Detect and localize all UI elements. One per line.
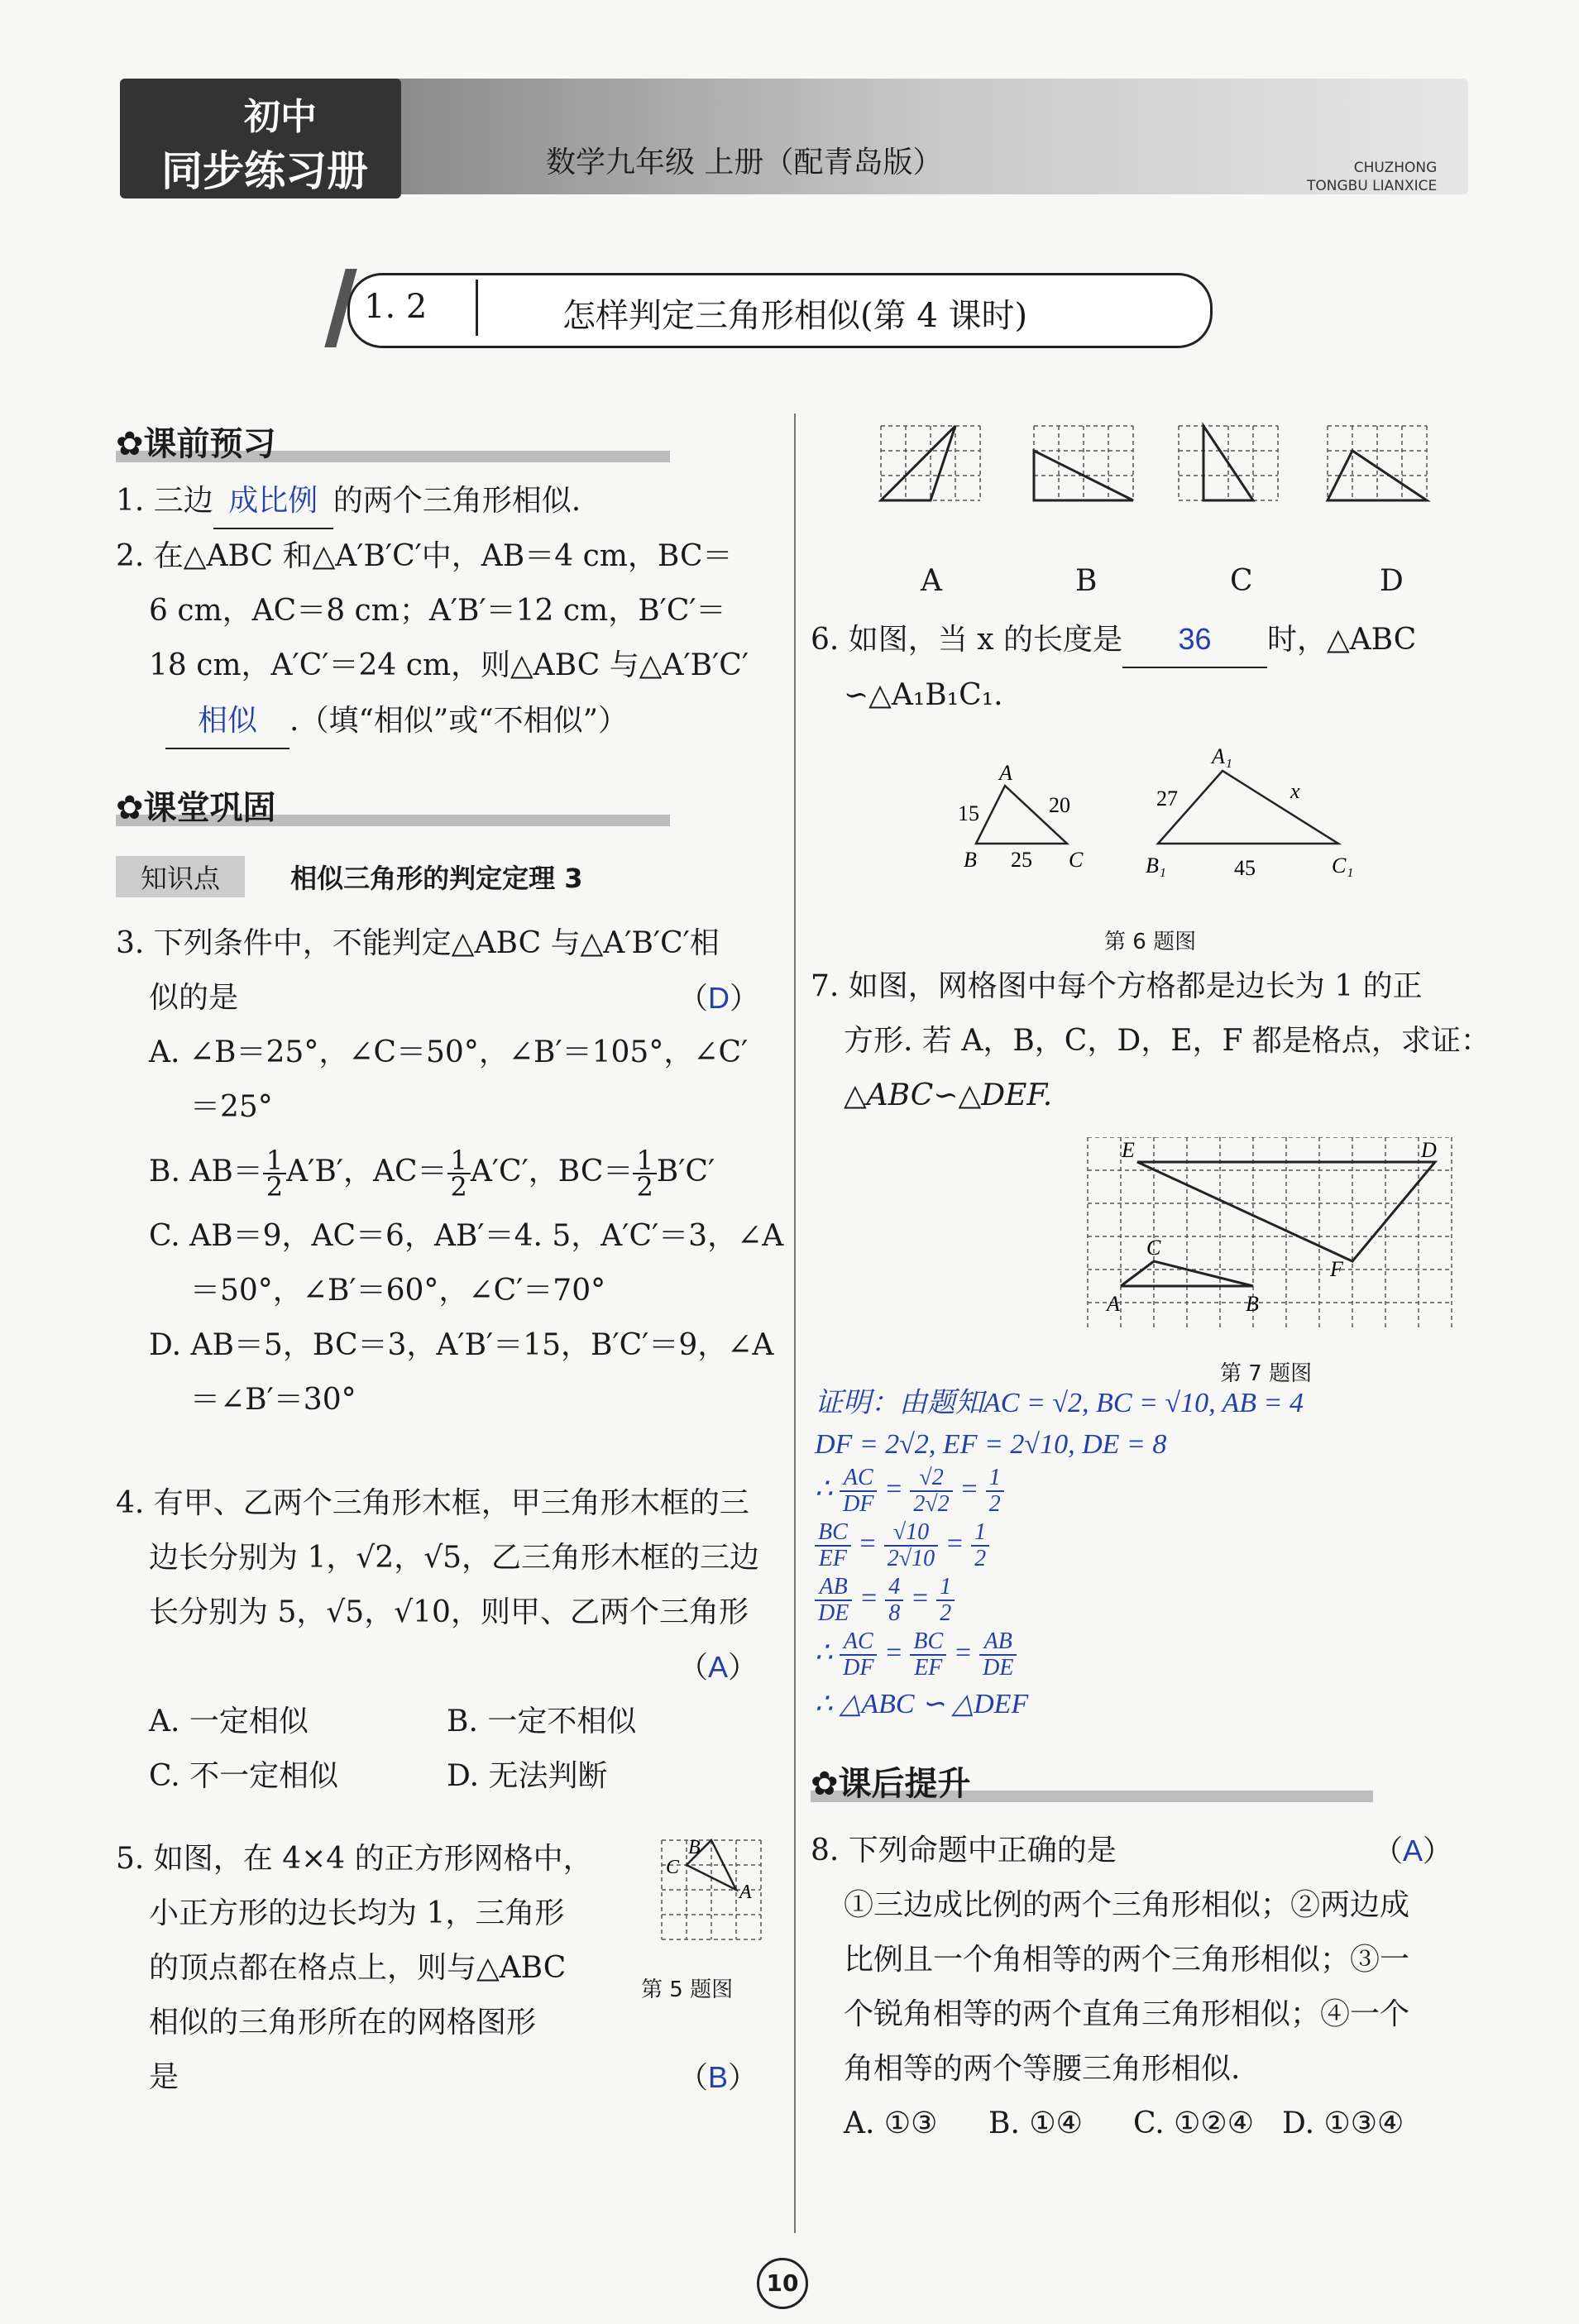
q5-line5: 是 [149, 2060, 179, 2094]
q7-label-D: D [1421, 1138, 1437, 1162]
q6-label-B: B [964, 848, 977, 872]
equals: = [953, 1637, 973, 1668]
q4-optB: B. 一定不相似 [447, 1705, 637, 1738]
equals: = [859, 1582, 878, 1614]
frac-num: BC [815, 1520, 851, 1547]
q5-option-C: C [1230, 564, 1253, 598]
kp-title: 相似三角形的判定定理 3 [290, 863, 583, 894]
frac-den: DF [843, 1491, 874, 1517]
frac-den: 2√10 [887, 1546, 935, 1571]
q2-line4: .（填“相似”或“不相似”） [289, 704, 629, 738]
frac-num: AB [979, 1629, 1017, 1656]
q5-caption: 第 5 题图 [641, 1977, 734, 2002]
header-pinyin [1307, 159, 1437, 195]
q1-answer: 成比例 [213, 473, 333, 529]
frac [910, 1466, 952, 1517]
equals: = [910, 1582, 930, 1614]
equals: = [858, 1528, 878, 1559]
q5-paren [678, 2050, 758, 2106]
proof-ratio-1 [815, 1466, 1304, 1520]
q3-answer: D [708, 981, 730, 1015]
proof-line1: 证明：由题知AC = √2, BC = √10, AB = 4 [815, 1388, 1304, 1418]
question-2 [116, 529, 749, 749]
frac-den: 2 [266, 1171, 284, 1203]
q7-line2: 方形. 若 A，B，C，D，E，F 都是格点，求证： [844, 1024, 1490, 1058]
frac [986, 1466, 1004, 1517]
proof-ratio-all [815, 1629, 1304, 1684]
frac [910, 1629, 946, 1681]
frac-num: AB [815, 1575, 852, 1601]
therefore: ∴ [815, 1637, 833, 1668]
frac-num: 1 [263, 1148, 286, 1174]
q5-label-A: A [739, 1882, 752, 1903]
q7-line1: 7. 如图，网格图中每个方格都是边长为 1 的正 [811, 969, 1423, 1003]
q3-optB-mid1: A′B′，AC＝ [286, 1155, 447, 1188]
question-7 [811, 959, 1490, 1123]
q3-optB-mid2: A′C′，BC＝ [470, 1155, 634, 1188]
frac-num: BC [910, 1629, 946, 1656]
q4-optA: A. 一定相似 [149, 1705, 309, 1738]
equals: = [945, 1528, 964, 1559]
q6-large-triangle [1158, 771, 1338, 844]
logo-line1: 初中 [244, 96, 317, 138]
frac-num: √2 [910, 1466, 952, 1492]
q6-before: 6. 如图，当 x 的长度是 [811, 623, 1122, 657]
q3-optB-pre: B. AB＝ [149, 1155, 263, 1188]
frac-den: EF [818, 1546, 847, 1571]
q5-option-B: B [1075, 564, 1098, 598]
q4-line2: 边长分别为 1，√2，√5，乙三角形木框的三边 [149, 1541, 760, 1575]
paren-open: （ [678, 2061, 709, 2095]
q8-optD: D. ①③④ [1282, 2106, 1404, 2140]
q7-caption: 第 7 题图 [1220, 1361, 1313, 1386]
pinyin-line1: CHUZHONG [1353, 160, 1438, 176]
paren-close: ） [1423, 1834, 1453, 1868]
q6-line2: ∽△A₁B₁C₁. [844, 678, 1003, 712]
proof-ratio-3 [815, 1575, 1304, 1629]
frac [840, 1466, 877, 1517]
option-A-triangle [881, 426, 955, 500]
paw-icon: ✿ [116, 425, 144, 463]
frac-den: 2 [940, 1600, 952, 1626]
frac-den: DE [818, 1600, 849, 1626]
equals: = [959, 1473, 979, 1504]
q6-side-15: 15 [958, 801, 979, 825]
q6-label-A1: A₁ [1212, 744, 1232, 768]
q6-side-27: 27 [1156, 787, 1178, 811]
q3-line2: 似的是 [149, 981, 239, 1015]
frac [979, 1629, 1017, 1681]
q3-optB [116, 1135, 778, 1209]
frac-den: 8 [888, 1600, 901, 1626]
section-after-label: 课后提升 [838, 1765, 971, 1803]
q6-side-x: x [1290, 779, 1300, 803]
q8-optB: B. ①④ [988, 2106, 1083, 2140]
section-pre-title [116, 418, 276, 465]
paw-icon: ✿ [116, 789, 144, 827]
q2-line2: 6 cm，AC＝8 cm；A′B′＝12 cm，B′C′＝ [149, 594, 726, 628]
frac-num: AC [840, 1466, 877, 1492]
q5-option-A: A [921, 564, 942, 598]
question-4 [116, 1476, 778, 1804]
q5-label-B: B [688, 1837, 701, 1858]
therefore: ∴ [815, 1473, 833, 1504]
q8-line5: 角相等的两个等腰三角形相似. [844, 2052, 1241, 2086]
q7-label-C: C [1146, 1236, 1161, 1260]
q6-label-C: C [1069, 848, 1084, 872]
q3-optB-end: B′C′ [656, 1155, 715, 1188]
q3-line1: 3. 下列条件中，不能判定△ABC 与△A′B′C′相 [116, 926, 720, 960]
q8-paren [1373, 1824, 1452, 1879]
fraction-half [263, 1145, 286, 1203]
frac-num: √10 [884, 1520, 938, 1547]
q5-option-D: D [1380, 564, 1404, 598]
equals: = [883, 1637, 903, 1668]
proof-ratio-2 [815, 1520, 1304, 1575]
question-6 [811, 612, 1472, 723]
q5-figure [637, 1832, 782, 1968]
q2-answer: 相似 [165, 693, 289, 749]
fraction-half [447, 1145, 471, 1203]
paren-close: ） [730, 982, 760, 1016]
frac-den: 2 [450, 1171, 467, 1203]
frac-num: 1 [936, 1575, 955, 1601]
q8-optA: A. ①③ [844, 2106, 938, 2140]
q3-paren [678, 971, 759, 1026]
fraction-half [633, 1145, 656, 1203]
q6-label-B1: B₁ [1146, 854, 1166, 877]
q5-line3: 的顶点都在格点上，则与△ABC [149, 1951, 567, 1985]
q3-optA-line2: ＝25° [190, 1090, 273, 1124]
q5-line4: 相似的三角形所在的网格图形 [149, 2006, 537, 2039]
q3-optD-line1: D. AB＝5，BC＝3，A′B′＝15，B′C′＝9，∠A [149, 1328, 774, 1362]
q7-line3: △ABC∽△DEF. [844, 1078, 1053, 1112]
paren-open: （ [1373, 1834, 1404, 1868]
q6-figure [935, 728, 1365, 893]
section-pre-label: 课前预习 [143, 425, 276, 463]
q2-line3: 18 cm，A′C′＝24 cm，则△ABC 与△A′B′C′ [149, 648, 749, 682]
q8-line2: ①三边成比例的两个三角形相似；②两边成 [844, 1888, 1410, 1922]
q1-after: 的两个三角形相似. [333, 484, 581, 518]
q6-answer: 36 [1122, 612, 1267, 668]
proof-line2: DF = 2√2, EF = 2√10, DE = 8 [815, 1429, 1167, 1460]
frac-num: 4 [885, 1575, 903, 1601]
q3-optD-line2: ＝∠B′＝30° [190, 1383, 356, 1417]
book-logo [120, 79, 401, 198]
q7-proof [815, 1383, 1304, 1725]
q4-answer: A [708, 1650, 729, 1684]
lesson-divider [476, 280, 478, 336]
knowledge-point [116, 856, 761, 894]
column-divider [794, 414, 796, 2233]
q7-label-B: B [1246, 1292, 1259, 1316]
q7-label-A: A [1107, 1292, 1120, 1316]
frac [936, 1575, 955, 1626]
section-class-title [116, 782, 276, 829]
q8-line3: 比例且一个角相等的两个三角形相似；③一 [844, 1943, 1410, 1977]
q5-answer: B [708, 2060, 729, 2094]
frac-den: 2√2 [913, 1491, 950, 1517]
q5-option-grids [868, 418, 1464, 533]
frac-den: 2 [974, 1546, 987, 1571]
book-subtitle: 数学九年级 上册（配青岛版） [546, 146, 943, 179]
paren-open: （ [678, 1651, 709, 1685]
q6-caption: 第 6 题图 [1104, 930, 1197, 954]
q6-side-20: 20 [1049, 793, 1070, 817]
q8-line1: 8. 下列命题中正确的是 [811, 1834, 1117, 1867]
section-class-label: 课堂巩固 [143, 789, 276, 827]
section-after-title [811, 1757, 971, 1805]
frac-num: 1 [971, 1520, 989, 1547]
frac [884, 1520, 938, 1571]
question-8 [811, 1824, 1489, 2151]
frac [815, 1520, 851, 1571]
question-3 [116, 916, 784, 1427]
frac [815, 1575, 852, 1626]
paw-icon: ✿ [811, 1765, 839, 1803]
q4-optD: D. 无法判断 [447, 1759, 608, 1793]
lesson-title: 怎样判定三角形相似(第 4 课时) [562, 297, 1028, 335]
q6-label-A: A [999, 761, 1012, 785]
frac-num: AC [840, 1629, 877, 1656]
logo-line2: 同步练习册 [161, 147, 368, 195]
paren-close: ） [728, 1651, 758, 1685]
q7-label-F: F [1330, 1257, 1343, 1281]
page-number: 10 [757, 2258, 808, 2309]
pinyin-line2: TONGBU LIANXICE [1307, 178, 1438, 194]
q8-answer: A [1403, 1834, 1423, 1867]
q4-optC: C. 不一定相似 [149, 1759, 339, 1793]
q6-after: 时，△ABC [1266, 623, 1417, 657]
q3-optC-line1: C. AB＝9，AC＝6，AB′＝4. 5，A′C′＝3，∠A [149, 1219, 784, 1253]
q6-side-45: 45 [1234, 856, 1256, 880]
frac-num: 1 [986, 1466, 1004, 1492]
q2-line1: 2. 在△ABC 和△A′B′C′中，AB＝4 cm，BC＝ [116, 539, 733, 573]
proof-conclusion: ∴ △ABC ∽ △DEF [815, 1689, 1029, 1719]
q4-line1: 4. 有甲、乙两个三角形木框，甲三角形木框的三 [116, 1486, 749, 1520]
question-1 [116, 473, 581, 529]
q1-before: 1. 三边 [116, 484, 213, 518]
q6-label-C1: C₁ [1332, 854, 1354, 877]
q8-optC: C. ①②④ [1133, 2106, 1254, 2140]
frac [840, 1629, 877, 1681]
frac-den: 2 [636, 1171, 653, 1203]
frac [885, 1575, 903, 1626]
frac-num: 1 [447, 1148, 471, 1174]
lesson-number: 1. 2 [364, 288, 428, 326]
frac-den: 2 [988, 1491, 1001, 1517]
frac-num: 1 [633, 1148, 656, 1174]
q4-paren [678, 1640, 758, 1695]
frac-den: DF [843, 1655, 874, 1681]
q5-line2: 小正方形的边长均为 1，三角形 [149, 1896, 565, 1930]
q4-line3: 长分别为 5，√5，√10，则甲、乙两个三角形 [149, 1595, 749, 1629]
q5-label-C: C [666, 1857, 680, 1878]
paren-close: ） [728, 2061, 758, 2095]
q6-side-25: 25 [1011, 848, 1032, 872]
frac-den: DE [983, 1655, 1014, 1681]
paren-open: （ [678, 982, 709, 1016]
q8-line4: 个锐角相等的两个直角三角形相似；④一个 [844, 1997, 1410, 2031]
q7-figure [1067, 1137, 1472, 1327]
kp-label: 知识点 [116, 856, 245, 897]
q3-optA-line1: A. ∠B＝25°，∠C＝50°，∠B′＝105°，∠C′ [149, 1035, 749, 1069]
q7-label-E: E [1122, 1138, 1135, 1162]
q5-line1: 5. 如图，在 4×4 的正方形网格中， [116, 1842, 593, 1876]
frac [971, 1520, 989, 1571]
equals: = [883, 1473, 903, 1504]
frac-den: EF [914, 1655, 943, 1681]
q3-optC-line2: ＝50°，∠B′＝60°，∠C′＝70° [190, 1274, 606, 1308]
